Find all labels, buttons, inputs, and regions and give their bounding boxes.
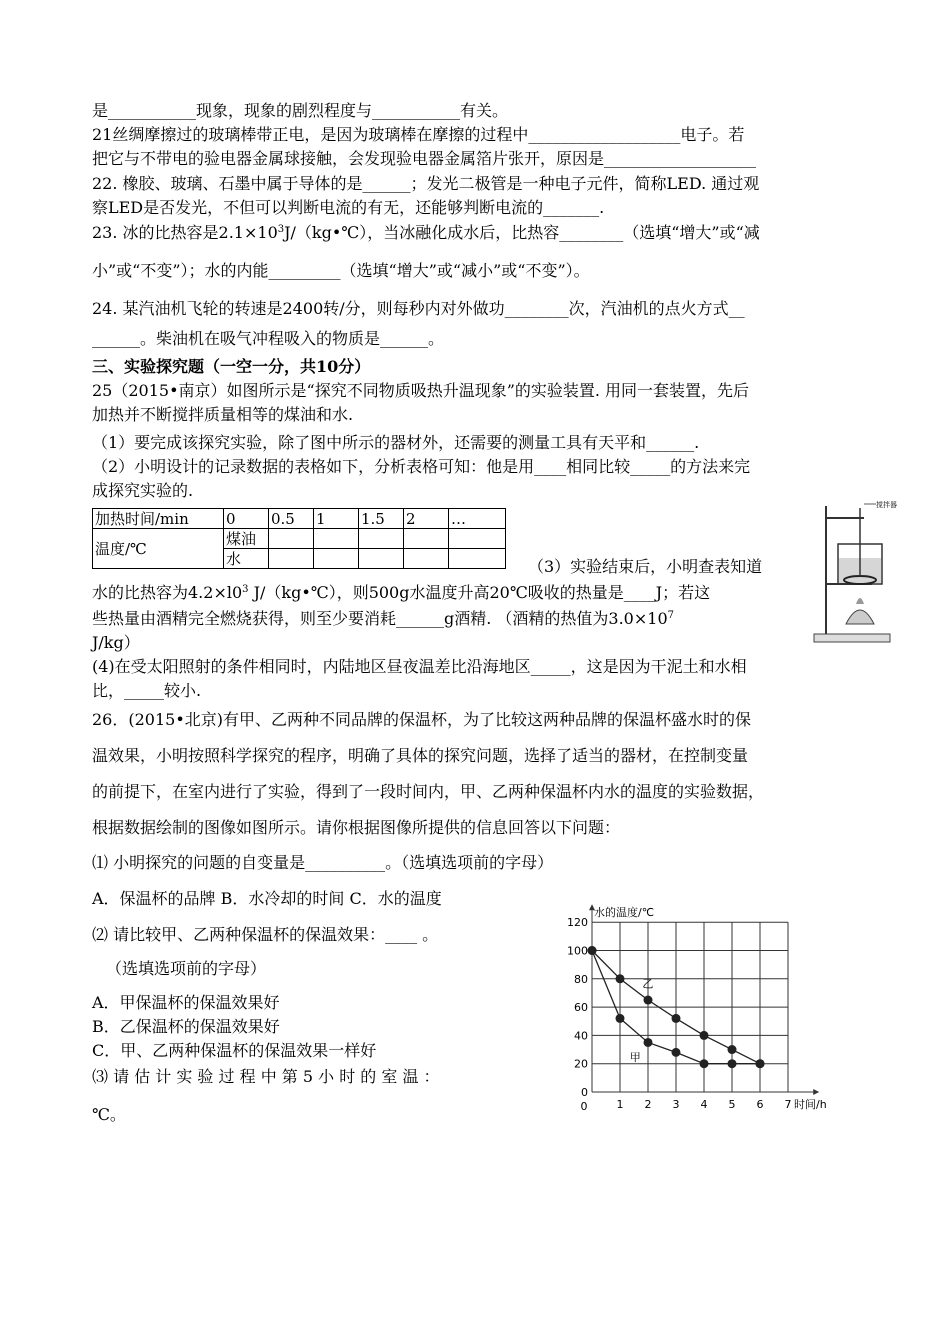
q25-line1: 25（2015•南京）如图所示是“探究不同物质吸热升温现象”的实验装置. 用同一套装置，先后 bbox=[92, 381, 750, 400]
series-label: 甲 bbox=[629, 1050, 641, 1064]
table-cell bbox=[314, 529, 359, 549]
q25-part4-line1: (4)在受太阳照射的条件相同时，内陆地区昼夜温差比沿海地区_____，这是因为干泥土和水相 bbox=[92, 657, 747, 676]
x-tick-label: 2 bbox=[644, 1098, 652, 1111]
table-cell: 水 bbox=[224, 549, 269, 569]
record-table bbox=[92, 508, 506, 569]
q26-option-a: A．甲保温杯的保温效果好 bbox=[92, 993, 280, 1012]
q25-part3-line1: （3）实验结束后，小明查表知道 bbox=[528, 557, 763, 576]
q25-part2-line1: （2）小明设计的记录数据的表格如下，分析表格可知：他是用____相同比较_____的方法来完 bbox=[92, 457, 751, 476]
q24-line1: 24. 某汽油机飞轮的转速是2400转/分，则每秒内对外做功________次，汽油机的点火方式__ bbox=[92, 299, 745, 318]
data-point bbox=[644, 996, 653, 1005]
x-tick-label: 3 bbox=[672, 1098, 680, 1111]
q26-option-c: C．甲、乙两种保温杯的保温效果一样好 bbox=[92, 1041, 377, 1060]
y-tick-label: 120 bbox=[567, 916, 588, 930]
y-tick-label: 40 bbox=[574, 1029, 588, 1043]
x-axis-arrow bbox=[813, 1089, 819, 1095]
q26-line3: 的前提下，在室内进行了实验，得到了一段时间内，甲、乙两种保温杯内水的温度的实验数据， bbox=[92, 782, 765, 801]
table-cell bbox=[359, 549, 404, 569]
q26-line2: 温效果，小明按照科学探究的程序，明确了具体的探究问题，选择了适当的器材，在控制变量 bbox=[92, 746, 749, 765]
table-cell: 煤油 bbox=[224, 529, 269, 549]
x-tick-label: 5 bbox=[728, 1098, 736, 1111]
series-label: 乙 bbox=[642, 977, 654, 991]
data-point bbox=[616, 1014, 625, 1023]
q25-line2: 加热并不断搅拌质量相等的煤油和水. bbox=[92, 405, 354, 424]
q26-part1: ⑴ 小明探究的问题的自变量是__________。（选填选项前的字母） bbox=[92, 853, 554, 872]
data-point bbox=[700, 1031, 709, 1040]
q25-part3-line4: J/kg） bbox=[92, 633, 140, 652]
table-cell: … bbox=[449, 509, 506, 529]
x-tick-label: 6 bbox=[756, 1098, 764, 1111]
q26-option-b: B．乙保温杯的保温效果好 bbox=[92, 1017, 280, 1036]
table-cell: 0 bbox=[224, 509, 269, 529]
table-cell bbox=[269, 549, 314, 569]
table-cell bbox=[449, 549, 506, 569]
table-cell bbox=[359, 529, 404, 549]
q24-line2: ______。柴油机在吸气冲程吸入的物质是______。 bbox=[92, 329, 445, 348]
q25-part2-line2: 成探究实验的. bbox=[92, 481, 194, 500]
data-point bbox=[728, 1045, 737, 1054]
q26-part3-unit: ℃。 bbox=[92, 1105, 126, 1124]
y-tick-label: 20 bbox=[574, 1057, 588, 1071]
q22-line2: 察LED是否发光，不但可以判断电流的有无，还能够判断电流的_______. bbox=[92, 198, 605, 217]
x-axis-label: 时间/h bbox=[794, 1098, 827, 1111]
y-tick-label: 80 bbox=[574, 972, 588, 986]
q26-line1: 26．(2015•北京)有甲、乙两种不同品牌的保温杯，为了比较这两种品牌的保温杯盛水时的保 bbox=[92, 710, 752, 729]
q21-line2: 把它与不带电的验电器金属球接触，会发现验电器金属箔片张开，原因是___________________ bbox=[92, 149, 757, 168]
table-cell: 1 bbox=[314, 509, 359, 529]
table-cell bbox=[449, 529, 506, 549]
table-cell bbox=[314, 549, 359, 569]
q23-line1: 23. 冰的比热容是$2.1\times 10^3J/(kg•℃)$，当冰融化成水后，比热容________（选填“增大”或“减 bbox=[92, 223, 760, 242]
q23-line2: 小”或“不变”）；水的内能_________（选填“增大”或“减小”或“不变”）。 bbox=[92, 261, 590, 280]
x-origin-label: 0 bbox=[580, 1100, 588, 1113]
table-cell bbox=[404, 549, 449, 569]
table-row bbox=[93, 529, 506, 549]
x-tick-label: 7 bbox=[784, 1098, 792, 1111]
q25-part3-line2: 水的比热容为$4.2\times l0^3$ J/（kg•℃），则500g水温度升高20℃吸收的热量是____J；若这 bbox=[92, 583, 711, 602]
table-cell: 1.5 bbox=[359, 509, 404, 529]
table-cell: 0.5 bbox=[269, 509, 314, 529]
table-cell bbox=[404, 529, 449, 549]
temperature-chart bbox=[560, 906, 840, 1113]
y-tick-label: 100 bbox=[567, 944, 588, 958]
y-axis-label: 水的温度/℃ bbox=[594, 906, 655, 920]
q20-tail: 是___________现象，现象的剧烈程度与___________有关。 bbox=[92, 101, 509, 120]
data-point bbox=[616, 974, 625, 983]
q26-part1-options: A．保温杯的品牌 B．水冷却的时间 C．水的温度 bbox=[92, 889, 442, 908]
data-point bbox=[672, 1014, 681, 1023]
x-tick-label: 4 bbox=[700, 1098, 708, 1111]
q26-part3: ⑶ 请 估 计 实 验 过 程 中 第 5 小 时 的 室 温 ： bbox=[92, 1067, 440, 1086]
table-cell bbox=[269, 529, 314, 549]
data-point bbox=[588, 946, 597, 955]
q25-part1: （1）要完成该探究实验，除了图中所示的器材外，还需要的测量工具有天平和______. bbox=[92, 433, 700, 452]
y-tick-label: 60 bbox=[574, 1001, 588, 1015]
q21-line1: 21丝绸摩擦过的玻璃棒带正电，是因为玻璃棒在摩擦的过程中___________________电子。若 bbox=[92, 125, 745, 144]
heating-apparatus-figure bbox=[812, 496, 897, 646]
data-point bbox=[728, 1059, 737, 1068]
x-tick-label: 1 bbox=[616, 1098, 624, 1111]
table-header-temp: 温度/℃ bbox=[93, 529, 224, 569]
data-point bbox=[700, 1059, 709, 1068]
table-row bbox=[93, 509, 506, 529]
table-cell: 2 bbox=[404, 509, 449, 529]
data-point bbox=[672, 1048, 681, 1057]
section-heading: 三、实验探究题（一空一分，共10分） bbox=[92, 357, 371, 376]
stirrer-label: 搅拌器 bbox=[876, 501, 897, 509]
q26-part2: ⑵ 请比较甲、乙两种保温杯的保温效果：____ 。 bbox=[92, 925, 439, 944]
q26-part2-hint: （选填选项前的字母） bbox=[106, 959, 267, 978]
q22-line1: 22. 橡胶、玻璃、石墨中属于导体的是______；发光二极管是一种电子元件，简称LED. 通过观 bbox=[92, 174, 760, 193]
data-point bbox=[644, 1038, 653, 1047]
y-tick-label: 0 bbox=[581, 1086, 588, 1099]
q26-line4: 根据数据绘制的图像如图所示。请你根据图像所提供的信息回答以下问题： bbox=[92, 818, 621, 837]
q25-part4-line2: 比，_____较小. bbox=[92, 681, 202, 700]
table-header-time: 加热时间/min bbox=[93, 509, 224, 529]
data-point bbox=[756, 1059, 765, 1068]
q25-part3-line3: 些热量由酒精完全燃烧获得，则至少要消耗______g酒精. （酒精的热值为$3.0\times 10^7$ bbox=[92, 609, 675, 628]
